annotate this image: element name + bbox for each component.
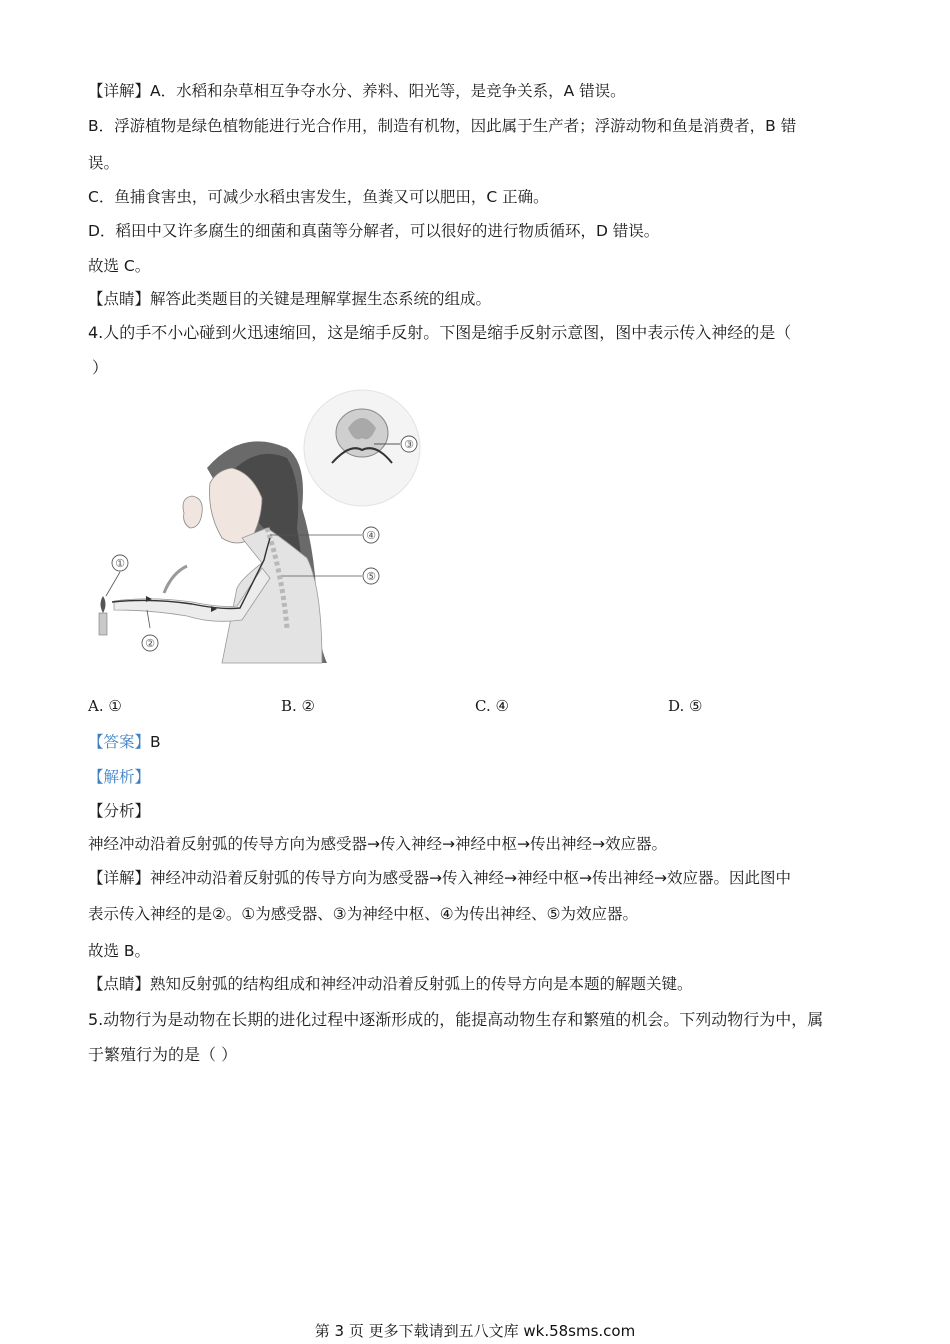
figure-label-5 [363,568,379,584]
question-4-stem: 4.人的手不小心碰到火迅速缩回，这是缩手反射。下图是缩手反射示意图，图中表示传入神经的是（ [88,323,792,342]
analysis-tag: 【解析】 [88,768,151,786]
svg-text:④: ④ [366,529,376,542]
option-b[interactable]: B. ② [281,697,316,715]
reflex-arc-figure [92,388,432,673]
text-line: B．浮游植物是绿色植物能进行光合作用，制造有机物，因此属于生产者；浮游动物和鱼是消费者，B 错 [88,117,797,135]
detail-line: 表示传入神经的是②。①为感受器、③为神经中枢、④为传出神经、⑤为效应器。 [88,905,638,923]
text-line: D．稻田中又许多腐生的细菌和真菌等分解者，可以很好的进行物质循环，D 错误。 [88,222,660,240]
answer-tag: 【答案】 [88,733,151,751]
choice-line: 故选 B。 [88,942,151,960]
figure-label-2 [142,635,158,651]
option-a[interactable]: A. ① [88,697,122,715]
text-line: C．鱼捕食害虫，可减少水稻虫害发生，鱼粪又可以肥田，C 正确。 [88,188,549,206]
figure-label-1 [112,555,128,571]
answer-value: B [150,733,161,751]
option-d[interactable]: D. ⑤ [668,697,703,715]
text-line: 【点睛】解答此类题目的关键是理解掌握生态系统的组成。 [88,290,492,308]
answer-options [88,697,868,721]
svg-text:①: ① [115,557,125,570]
text-line: 故选 C。 [88,257,151,275]
question-5-stem-end: 于繁殖行为的是（ ） [88,1045,238,1064]
option-c[interactable]: C. ④ [475,697,509,715]
tip-line: 【点睛】熟知反射弧的结构组成和神经冲动沿着反射弧上的传导方向是本题的解题关键。 [88,975,693,993]
text-line: 误。 [88,154,120,172]
figure-label-4 [363,527,379,543]
page-footer: 第 3 页 更多下载请到五八文库 wk.58sms.com [314,1322,636,1340]
question-4-stem-end: ） [92,358,109,377]
svg-text:②: ② [145,637,155,650]
svg-text:③: ③ [404,438,414,451]
analysis-heading: 【分析】 [88,802,151,820]
analysis-text: 神经冲动沿着反射弧的传导方向为感受器→传入神经→神经中枢→传出神经→效应器。 [88,835,667,853]
detail-line: 【详解】神经冲动沿着反射弧的传导方向为感受器→传入神经→神经中枢→传出神经→效应器。因此图中 [88,869,791,887]
svg-text:⑤: ⑤ [366,570,376,583]
figure-label-3 [401,436,417,452]
answer-line [88,731,868,753]
question-5-stem: 5.动物行为是动物在长期的进化过程中逐渐形成的，能提高动物生存和繁殖的机会。下列动物行为中，属 [88,1010,824,1029]
text-line: 【详解】A．水稻和杂草相互争夺水分、养料、阳光等，是竞争关系，A 错误。 [88,82,626,100]
